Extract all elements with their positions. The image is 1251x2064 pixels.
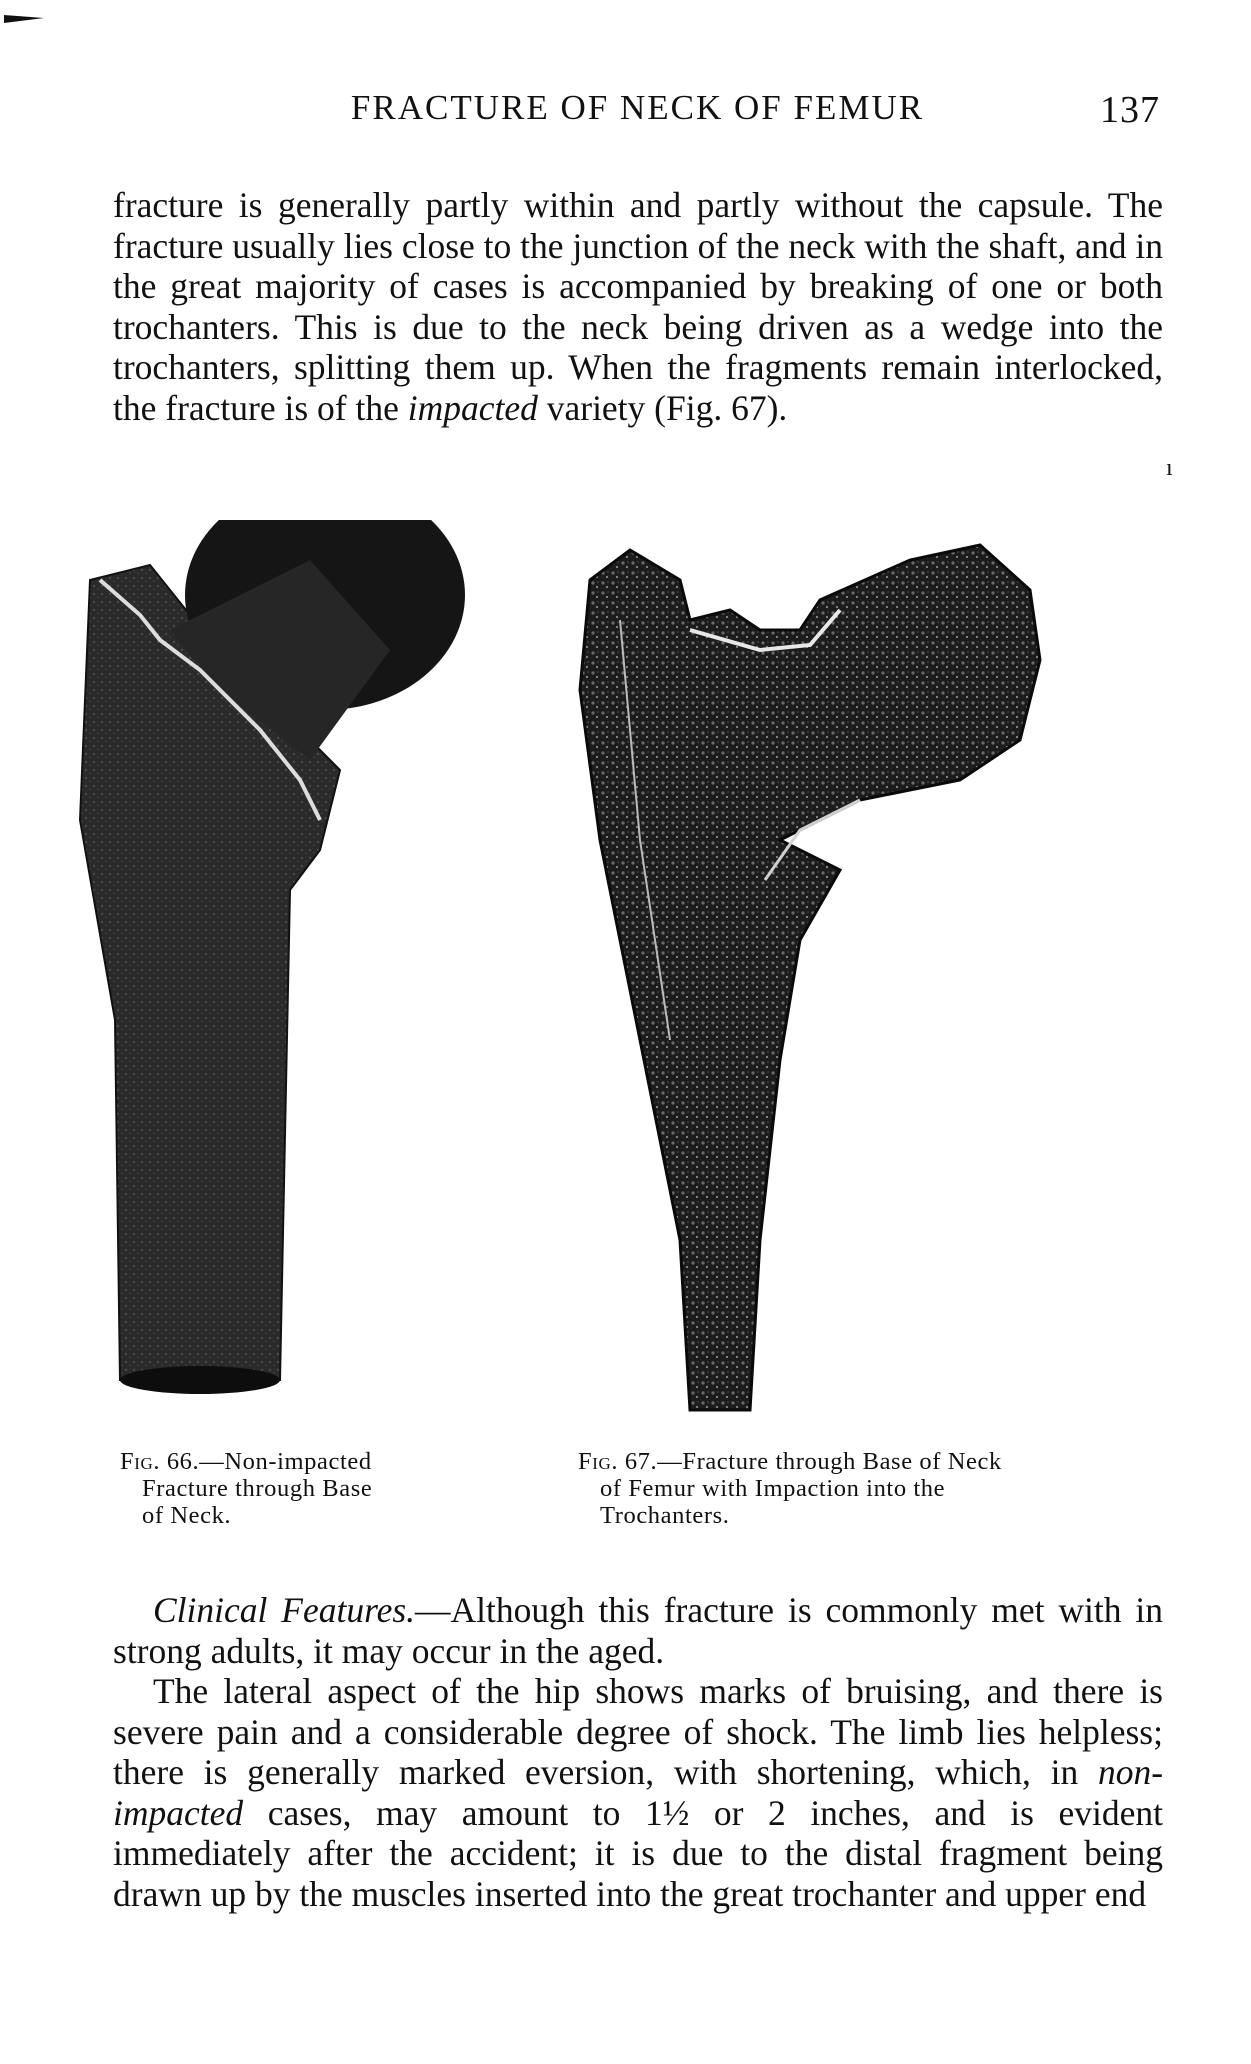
running-head [115,88,1160,138]
paragraph-1 [113,185,1163,428]
figure-66-caption-line2: Fracture through Base [142,1475,373,1502]
figure-67-caption-line2: of Femur with Impaction into the [600,1475,946,1502]
figure-66-caption [120,1448,480,1529]
femur-photo-67 [560,540,1210,1420]
emphasis-non-impacted: non-impacted [113,1752,1164,1833]
figure-67-label: Fig. 67. [578,1448,658,1475]
figure-66-image [60,520,560,1410]
paragraph-3 [113,1671,1163,1914]
figure-67-image [560,540,1210,1420]
paragraph-3-text-b: cases, may amount to 1½ or 2 inches, and is evident immediately after the accident; it is due to the distal fragment being drawn up by the muscles inserted into the great trochanter and upper end [113,1792,1163,1914]
paragraph-1-text-b: variety (Fig. 67). [546,387,788,428]
section-heading-clinical-features: Clinical Features. [153,1590,416,1630]
lower-text-block [113,1590,1163,1914]
figure-67-caption-line1: —Fracture through Base of Neck [657,1448,1002,1475]
figure-66-caption-line1: —Non-impacted [199,1448,372,1475]
paragraph-clinical-features [113,1590,1163,1671]
top-paragraph-block [113,185,1163,428]
page-number: 137 [1100,89,1160,131]
figure-67-caption [578,1448,1158,1529]
emphasis-impacted: impacted [407,387,538,428]
figure-66-label: Fig. 66. [120,1448,200,1475]
running-title: FRACTURE OF NECK OF FEMUR [350,88,925,127]
paragraph-1-text-a: fracture is generally partly within and partly without the capsule. The fracture usually lies close to the junction of the neck with the shaft, and in the great majority of cases is accompanied by breaking of one or both trochanters. This is due to the neck being driven as a wedge into the trochanters, splitting them up. When the fragments remain interlocked, the fracture is of the [113,185,1163,428]
stray-print-mark: ı [1166,455,1173,481]
figure-66-caption-line3: of Neck. [142,1502,232,1529]
femur-photo-66 [60,520,560,1410]
corner-mark [4,14,44,24]
paragraph-2-text: —Although this fracture is commonly met with in strong adults, it may occur in the aged. [113,1590,1163,1671]
paragraph-3-text-a: The lateral aspect of the hip shows marks of bruising, and there is severe pain and a considerable degree of shock. The limb lies helpless; there is generally marked eversion, with shortening, which, in [113,1671,1163,1792]
figure-67-caption-line3: Trochanters. [600,1502,730,1529]
